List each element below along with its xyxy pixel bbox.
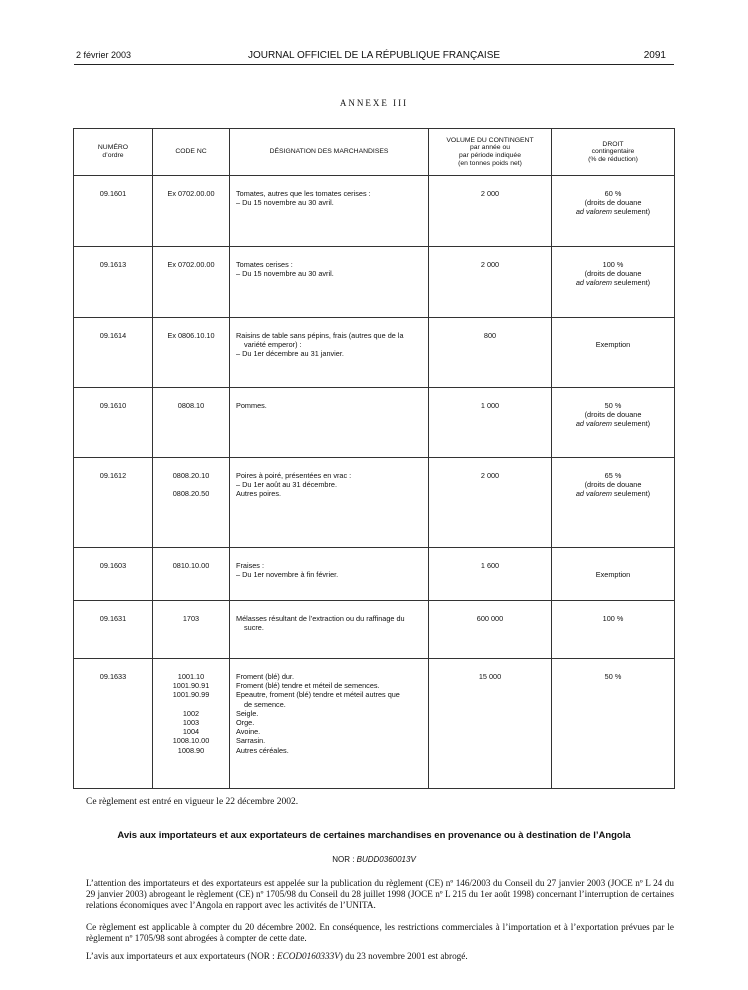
designation-line: Seigle. [236,708,259,718]
droit-line: ad valorem seulement) [575,207,651,217]
header-numero: NUMÉRO d’ordre [74,129,153,176]
cell-numero: 09.1612 [74,458,153,548]
code-line: 0808.20.50 [172,489,210,499]
p3-nor: ECOD0160333V [277,951,340,961]
table-row [74,318,675,388]
header-droit: DROIT contingentaire (% de réduction) [552,129,675,176]
cell-droit [552,458,675,548]
nor-label: NOR : [332,855,357,864]
cell-droit [552,176,675,247]
cell-droit [552,601,675,659]
designation-line: Mélasses résultant de l’extraction ou du raffinage du [236,614,405,623]
quota-table [73,128,675,789]
header-code: CODE NC [153,129,230,176]
designation-line: Avoine. [236,727,261,737]
designation-line: Fraises : [236,561,264,570]
p3-text-b: ) du 23 novembre 2001 est abrogé. [339,951,468,961]
cell-droit [552,388,675,458]
droit-line: 100 % [602,614,624,623]
table-row [74,176,675,247]
table-row [74,601,675,659]
cell-code [153,548,230,601]
droit-line: (droits de douane [584,410,642,420]
table-row [74,659,675,789]
code-line: Ex 0702.00.00 [167,260,215,269]
nor-value: BUDD0360013V [356,855,416,864]
table-row [74,388,675,458]
designation-line: Tomates, autres que les tomates cerises : [236,189,371,198]
cell-volume: 2 000 [429,458,552,548]
designation-line: Froment (blé) dur. [236,672,294,681]
table-row [74,548,675,601]
droit-line: 100 % [602,260,624,269]
droit-line: ad valorem seulement) [575,489,651,499]
cell-code [153,247,230,318]
droit-line: (droits de douane [584,269,642,279]
cell-code [153,388,230,458]
cell-numero: 09.1631 [74,601,153,659]
code-line: 1008.90 [177,745,205,755]
cell-designation [230,176,429,247]
code-line [157,700,225,709]
droit-line: 50 % [604,672,622,681]
cell-volume: 800 [429,318,552,388]
designation-line: Tomates cerises : [236,260,293,269]
designation-line: Autres céréales. [236,745,289,755]
designation-line: Pommes. [236,401,267,410]
cell-code [153,458,230,548]
cell-designation [230,247,429,318]
cell-volume: 1 600 [429,548,552,601]
cell-numero: 09.1614 [74,318,153,388]
code-line: 0808.20.10 [172,471,210,480]
designation-line: sucre. [244,623,264,633]
cell-numero: 09.1633 [74,659,153,789]
cell-droit [552,548,675,601]
droit-line: 65 % [604,471,622,480]
code-line: 0810.10.00 [172,561,210,570]
designation-line: – Du 15 novembre au 30 avril. [236,269,334,279]
avis-paragraph-2: Ce règlement est applicable à compter du 20 décembre 2002. En conséquence, les restrictions commerciales à l’importation et à l’exportation prévues par le règlement nº 1705/98 sont abrogées à compter de cette date. [86,922,674,943]
code-line: 1001.90.99 [172,690,210,700]
designation-line: Orge. [236,718,255,728]
droit-line: 60 % [604,189,622,198]
table-row [74,247,675,318]
annexe-title: ANNEXE III [339,98,409,108]
droit-line: (droits de douane [584,480,642,490]
code-line: 1002 [182,708,200,718]
cell-numero: 09.1603 [74,548,153,601]
cell-numero: 09.1613 [74,247,153,318]
designation-line: – Du 1er novembre à fin février. [236,570,339,580]
cell-designation [230,548,429,601]
cell-designation [230,318,429,388]
designation-line: Poires à poiré, présentées en vrac : [236,471,352,480]
avis-paragraph-1: L’attention des importateurs et des exportateurs est appelée sur la publication du règlement (CE) nº 146/2003 du Conseil du 27 janvier 2003 (JOCE nº L 24 du 29 janvier 2003) abrogeant le règlement (CE) nº 1705/98 du Conseil du 28 juillet 1998 (JOCE nº L 215 du 1er août 1998) concernant l’interruption de certaines relations économiques avec l’Angola en rapport avec les activités de l’UNITA. [86,878,674,910]
droit-line: Exemption [595,340,631,349]
page-number: 2091 [643,50,666,61]
designation-line: – Du 15 novembre au 30 avril. [236,198,334,208]
droit-line: ad valorem seulement) [575,419,651,429]
code-line: 0808.10 [177,401,205,410]
designation-line: – Du 1er décembre au 31 janvier. [236,349,344,359]
designation-line: Epeautre, froment (blé) tendre et méteil autres que [236,690,400,700]
designation-line: Sarrasin. [236,736,266,746]
avis-paragraph-3 [86,951,674,962]
ad-valorem-italic: ad valorem [575,207,612,217]
cell-code [153,601,230,659]
designation-line: variété emperor) : [244,340,302,350]
cell-designation [230,388,429,458]
avis-title: Avis aux importateurs et aux exportateurs de certaines marchandises en provenance ou à destination de l’Angola [117,830,631,841]
table-row [74,458,675,548]
cell-numero: 09.1610 [74,388,153,458]
spacer [157,480,225,489]
droit-line: ad valorem seulement) [575,278,651,288]
nor-reference [0,855,748,864]
header-volume: VOLUME DU CONTINGENT par année ou par période indiquée (en tonnes poids net) [429,129,552,176]
cell-designation [230,659,429,789]
journal-title: JOURNAL OFFICIEL DE LA RÉPUBLIQUE FRANÇAISE [247,50,501,61]
cell-designation [230,458,429,548]
designation-line: Raisins de table sans pépins, frais (autres que de la [236,331,404,340]
cell-droit [552,318,675,388]
droit-line: Exemption [595,570,631,579]
header-date: 2 février 2003 [76,50,132,60]
code-line: 1001.10 [177,672,205,681]
designation-line: – Du 1er août au 31 décembre. [236,480,338,490]
entry-into-force-note: Ce règlement est entré en vigueur le 22 décembre 2002. [86,797,299,807]
designation-line: de semence. [244,699,286,709]
header-designation: DÉSIGNATION DES MARCHANDISES [230,129,429,176]
cell-volume: 2 000 [429,176,552,247]
p3-text-a: L’avis aux importateurs et aux exportateurs (NOR : [86,951,278,961]
droit-line: 50 % [604,401,622,410]
cell-volume: 15 000 [429,659,552,789]
designation-line: Autres poires. [236,489,282,499]
code-line: 1001.90.91 [172,681,210,691]
code-line: 1003 [182,718,200,728]
cell-code [153,659,230,789]
cell-droit [552,659,675,789]
cell-volume: 2 000 [429,247,552,318]
ad-valorem-italic: ad valorem [575,489,612,499]
cell-volume: 600 000 [429,601,552,659]
droit-line: (droits de douane [584,198,642,208]
cell-code [153,176,230,247]
ad-valorem-italic: ad valorem [575,278,612,288]
code-line: 1703 [182,614,200,623]
table-header-row [74,129,675,176]
designation-line: Froment (blé) tendre et méteil de semences. [236,681,380,691]
cell-designation [230,601,429,659]
cell-numero: 09.1601 [74,176,153,247]
ad-valorem-italic: ad valorem [575,419,612,429]
header-rule [74,64,674,65]
cell-code [153,318,230,388]
code-line: 1004 [182,727,200,737]
cell-droit [552,247,675,318]
code-line: Ex 0806.10.10 [167,331,215,340]
code-line: Ex 0702.00.00 [167,189,215,198]
code-line: 1008.10.00 [172,736,210,746]
cell-volume: 1 000 [429,388,552,458]
